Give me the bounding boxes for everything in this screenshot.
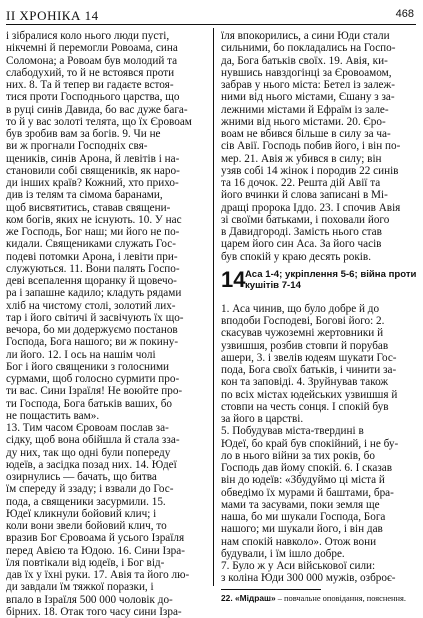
text-line: ашери, 3. і звелів юдеям шукати Гос- — [221, 351, 397, 364]
text-line: них. 8. Та й тепер ви гадаєте встоя- — [6, 79, 174, 91]
text-line: становили собі священиків, як наро- — [6, 164, 180, 177]
running-title: ІІ ХРОНІКА 14 — [6, 8, 99, 23]
text-line: скасував чужоземні жертовники й — [221, 327, 384, 340]
text-line: да, Бога батьків своїх. 19. Авія, ки- — [221, 54, 388, 67]
text-line: їля повтікали від юдеїв, і Бог від- — [6, 556, 165, 569]
text-line: кидали. Священиками служать Гос- — [6, 238, 176, 251]
text-line: їм спереду й ззаду; і взвали до Гос- — [6, 483, 174, 496]
chapter-summary — [245, 269, 416, 292]
column-divider — [213, 28, 214, 586]
text-line: наша, бо ми шукали Господа, Бога — [221, 511, 386, 523]
text-line: узяв собі 14 жінок і породив 22 синів — [221, 164, 399, 177]
text-line: сідку, щоб вона обійшла й стала зза- — [6, 434, 180, 447]
text-line: ра і запашне кадило; кладуть рядами — [6, 287, 182, 300]
text-line: ними від нього містами, Єшану з за- — [221, 91, 395, 104]
text-line: воам не вбився більше в силу за ча- — [221, 128, 391, 140]
text-line: сів Авії. Господь побив його, і він по- — [221, 140, 401, 153]
text-line: перед Авією та Юдою. 16. Сини Ізра- — [6, 544, 185, 557]
page-header — [6, 8, 414, 24]
text-line: нувшись навздогінці за Єровоамом, — [221, 66, 392, 79]
text-line: та 16 дочок. 22. Решта дій Авії та — [221, 177, 381, 189]
text-line: тися проти Господнього царства, що — [6, 91, 180, 104]
text-line: то й у вас золоті телята, що їх Єровоам — [6, 115, 192, 128]
text-line: мами та засувами, поки земля ще — [221, 498, 380, 511]
text-line: не пощастить вам». — [6, 409, 100, 422]
text-line: їля впокорились, а сини Юди стали — [221, 30, 390, 42]
text-line: в руці синів Давида, бо вас дуже бага- — [6, 103, 188, 116]
text-line: нам спокій навколо». Отож вони — [221, 535, 377, 548]
text-line: сильними, бо покладались на Госпо- — [221, 42, 396, 55]
text-line: царем його син Аса. За його часів — [221, 238, 382, 251]
text-line: озирнулись — бачать, що битва — [6, 471, 157, 483]
text-line: мер. 21. Авія ж убився в силу; він — [221, 152, 382, 165]
footnote-label: 22. «Мідраш» — [221, 592, 276, 603]
text-line: зі своїми батьками, і поховали його — [221, 213, 390, 226]
text-line: ти Господа, Бога батьків ваших, бо — [6, 397, 173, 410]
text-line: сурмами, щоб голосно сурмити про- — [6, 373, 180, 385]
text-line: ком богів, яких не існують. 10. У нас — [6, 213, 182, 226]
text-line: нашого; ми шукали його, і він дав — [221, 523, 383, 536]
text-line: дращі пророка Іддо. 23. І спочив Авія — [221, 201, 401, 214]
text-line: слабодухий, то й не встоявся проти — [6, 66, 175, 79]
text-line: юдеїв, а засідка позад них. 14. Юдеї — [6, 458, 177, 471]
left-column — [6, 30, 202, 618]
text-line: Господа, Бога нашого; ви ж покину- — [6, 336, 179, 349]
text-line: див із телям та сімома баранами, — [6, 189, 163, 202]
text-line: 13. Тим часом Єровоам послав за- — [6, 422, 169, 434]
text-line: 1. Аса чинив, що було добре й до — [221, 302, 380, 315]
text-line: ди завдали їм тяжкої поразки, і — [6, 581, 154, 594]
text-line: забрав у нього міста: Бетел із залеж- — [221, 79, 395, 91]
text-line: вечора, бо ми додержуємо постанов — [6, 324, 178, 336]
text-line: вподоби Господеві, Богові його: 2. — [221, 315, 385, 327]
text-line: і зібралися коло нього люди пусті, — [6, 30, 170, 42]
text-line: тар і його світичі й засвічують їх що- — [6, 311, 184, 324]
text-line: за його в царстві. — [221, 413, 304, 425]
text-line: Бог і його священики з голосними — [6, 360, 170, 373]
text-line: служуються. 11. Вони палять Госпо- — [6, 262, 180, 275]
text-line: впало в Ізраїля 500 000 чоловік до- — [6, 593, 173, 606]
text-line: по всіх містах юдейських узвишшя й — [221, 388, 398, 401]
text-line: же Господь, Бог наш; ми його не по- — [6, 226, 180, 238]
text-line: був зробив вам за богів. 9. Чи не — [6, 128, 161, 140]
text-line: 7. Було ж у Аси військової сили: — [221, 560, 376, 572]
text-line: щоб висвятитись, ставав священи- — [6, 201, 171, 214]
text-line: ви ж прогнали Господніх свя- — [6, 140, 148, 153]
footnote-rule — [221, 589, 321, 590]
text-line: жними від нього містами. 20. Єро- — [221, 115, 386, 128]
text-line: ду них, так що одні були попереду — [6, 446, 171, 459]
text-line: щеників, синів Арона, й левітів і на- — [6, 152, 180, 165]
footnote — [221, 593, 417, 604]
text-line: бірних. 18. Отак того часу сини Ізра- — [6, 605, 182, 618]
text-line: будували, і їм ішло добре. — [221, 547, 345, 560]
header-rule — [6, 24, 416, 25]
text-line: Юдеї кликнули бойовий клич; і — [6, 507, 157, 520]
text-line: ли його. 12. І ось на нашім чолі — [6, 348, 156, 361]
page-number: 468 — [395, 8, 414, 20]
text-line: пода, Бога своїх батьків, і чинити за- — [221, 364, 397, 376]
chapter-number: 14 — [221, 266, 246, 292]
text-line: Юдеї, бо край був спокійний, і не бу- — [221, 437, 399, 450]
right-column-top-text — [221, 30, 417, 263]
text-line: деві всепалення щоранку й щовечо- — [6, 275, 177, 287]
text-line: Соломона; а Ровоам був молодий та — [6, 54, 178, 67]
text-line: обведімо їх мурами й баштами, бра- — [221, 486, 394, 499]
chapter-summary-line: Аса 1-4; укріплення 5-6; війна проти — [245, 268, 417, 280]
text-line: ло в нього війни за тих років, бо — [221, 449, 375, 462]
text-line: Господь дав йому спокій. 6. І сказав — [221, 462, 392, 474]
footnote-text: – повчальне оповідання, пояснення. — [275, 593, 406, 603]
text-line: узвишшя, розбив стовпи й порубав — [221, 339, 389, 352]
text-line: він до юдеїв: «Збудуймо ці міста й — [221, 474, 385, 487]
text-line: з коліна Юди 300 000 мужів, озброє- — [221, 572, 396, 585]
text-line: нікчемні й перемогли Ровоама, сина — [6, 42, 178, 55]
text-line: хліб на чистому столі, золотий лих- — [6, 299, 176, 312]
right-column-bottom-text — [221, 303, 417, 585]
text-line: подеві потомки Арона, і левіти при- — [6, 250, 178, 263]
text-line: 5. Побудував міста-твердині в — [221, 425, 364, 438]
text-line: стовпи на честь сонця. І спокій був — [221, 400, 389, 413]
right-column — [221, 30, 417, 604]
text-line: лежними містами й Ефраїм із зале- — [221, 103, 389, 116]
text-line: кон та заповіді. 4. Зруйнував також — [221, 376, 389, 389]
text-line: його вчинки й слова записані в Мі- — [221, 189, 388, 202]
text-line: ди інших країв? Кожний, хто прихо- — [6, 177, 179, 189]
text-line: в Давидгороді. Замість нього став — [221, 226, 382, 238]
text-line: коли вони звели бойовий клич, то — [6, 520, 167, 532]
text-line: вразив Бог Єровоама й усього Ізраїля — [6, 532, 185, 545]
chapter-heading — [221, 267, 417, 297]
text-line: дав їх у їхні руки. 17. Авія та його лю- — [6, 569, 190, 581]
text-line: був спокій у краю десять років. — [221, 250, 371, 263]
text-line: пода, а священики засурмили. 15. — [6, 495, 166, 508]
text-line: ти вас. Сини Ізраїля! Не воюйте про- — [6, 385, 183, 398]
chapter-summary-line: кушітів 7-14 — [245, 280, 301, 292]
